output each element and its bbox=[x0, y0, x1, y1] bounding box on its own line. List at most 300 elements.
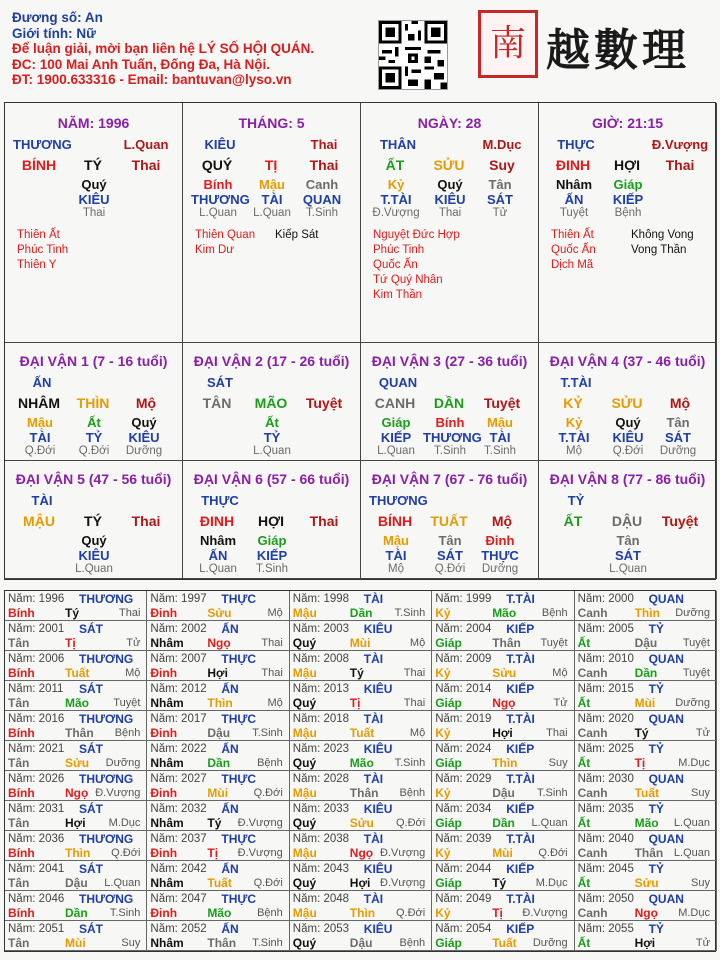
year-label: Năm: 2010 bbox=[577, 653, 634, 665]
earthly-branch: THÌN bbox=[76, 395, 110, 411]
pillar-cell bbox=[539, 103, 717, 343]
year-stem: Kỷ bbox=[435, 906, 451, 920]
year-ten-god: THỰC bbox=[221, 832, 257, 846]
year-stem: Đinh bbox=[150, 906, 178, 920]
ten-god-label: THỰC bbox=[201, 493, 239, 508]
spirit-star: Quốc Ấn bbox=[551, 244, 596, 256]
year-stage: Tử bbox=[553, 697, 568, 709]
year-branch: Tý bbox=[492, 876, 507, 890]
year-cell bbox=[290, 921, 432, 951]
ten-god-label: TỶ bbox=[567, 493, 585, 508]
year-stem: Mậu bbox=[292, 906, 317, 920]
year-branch: Thìn bbox=[634, 606, 660, 620]
growth-stage: Mộ bbox=[491, 513, 513, 529]
year-ten-god: TÀI bbox=[363, 712, 384, 726]
year-label: Năm: 2000 bbox=[577, 593, 634, 605]
year-label: Năm: 2011 bbox=[8, 683, 64, 695]
year-stage: T.Sinh bbox=[394, 607, 426, 619]
hidden-stem: Quý bbox=[131, 415, 157, 430]
spirit-star: Dịch Mã bbox=[551, 259, 594, 271]
pillar-title: NGÀY: 28 bbox=[417, 115, 482, 131]
year-stem: Tân bbox=[8, 636, 30, 650]
hidden-stem: Dưỡng bbox=[481, 563, 519, 575]
year-label: Năm: 1999 bbox=[435, 593, 492, 605]
year-cell bbox=[290, 711, 432, 741]
year-branch: Thân bbox=[65, 726, 94, 740]
hidden-stem: Kỷ bbox=[565, 415, 583, 430]
year-ten-god: T.TÀI bbox=[506, 772, 535, 786]
year-ten-god: QUAN bbox=[648, 592, 684, 606]
pillar-title: GIỜ: 21:15 bbox=[591, 115, 664, 131]
year-stem: Quý bbox=[292, 936, 317, 950]
year-cell bbox=[432, 741, 574, 771]
dai-van-title: ĐẠI VẬN 8 (77 - 86 tuổi) bbox=[549, 471, 706, 487]
year-stem: Bính bbox=[8, 666, 35, 680]
growth-stage: Thai bbox=[665, 157, 695, 173]
year-label: Năm: 2055 bbox=[577, 923, 634, 935]
year-cell bbox=[147, 861, 289, 891]
year-stage: Q.Đới bbox=[253, 787, 283, 799]
hidden-stem: Mậu bbox=[259, 177, 285, 192]
year-label: Năm: 2042 bbox=[150, 863, 207, 875]
hidden-stem: ẤN bbox=[564, 192, 584, 207]
hidden-stem: Kỷ bbox=[387, 177, 405, 192]
year-label: Năm: 2048 bbox=[292, 893, 350, 905]
year-branch: Mão bbox=[207, 906, 232, 920]
growth-stage: Thai bbox=[309, 157, 339, 173]
heavenly-stem: ẤT bbox=[563, 513, 583, 529]
year-branch: Hợi bbox=[634, 936, 656, 950]
year-cell bbox=[147, 651, 289, 681]
pillar-cell bbox=[183, 103, 361, 343]
year-label: Năm: 2027 bbox=[150, 773, 207, 785]
year-branch: Tuất bbox=[207, 876, 232, 890]
year-label: Năm: 2022 bbox=[150, 743, 207, 755]
year-ten-god: THƯƠNG bbox=[79, 832, 134, 846]
earthly-branch: HỢI bbox=[614, 157, 640, 173]
year-stem: Ất bbox=[577, 696, 591, 710]
year-ten-god: THƯƠNG bbox=[79, 592, 134, 606]
hidden-stem: SÁT bbox=[437, 548, 463, 563]
year-label: Năm: 2024 bbox=[435, 743, 492, 755]
year-stage: Đ.Vượng bbox=[95, 787, 141, 799]
earthly-branch: TUẤT bbox=[430, 513, 468, 529]
year-ten-god: THỰC bbox=[221, 652, 257, 666]
hidden-stem: SÁT bbox=[487, 192, 513, 207]
year-stem: Bính bbox=[8, 846, 35, 860]
hidden-stem: Dưỡng bbox=[659, 445, 697, 457]
year-ten-god: QUAN bbox=[648, 712, 684, 726]
hidden-stem: KIÊU bbox=[78, 192, 110, 207]
dai-van-cell bbox=[5, 343, 183, 461]
year-stem: Đinh bbox=[150, 846, 178, 860]
dai-van-title: ĐẠI VẬN 7 (67 - 76 tuổi) bbox=[371, 471, 528, 487]
year-branch: Tị bbox=[349, 696, 361, 710]
year-label: Năm: 2044 bbox=[435, 863, 492, 875]
year-branch: Tý bbox=[207, 816, 222, 830]
ten-god-label: TÀI bbox=[31, 493, 53, 508]
year-stage: Suy bbox=[548, 757, 568, 769]
year-stage: M.Dục bbox=[108, 817, 141, 829]
year-branch: Dần bbox=[492, 816, 515, 830]
year-cell bbox=[147, 681, 289, 711]
year-ten-god: TÀI bbox=[363, 892, 384, 906]
year-cell bbox=[432, 591, 574, 621]
year-branch: Ngọ bbox=[634, 906, 658, 920]
year-ten-god: SÁT bbox=[79, 682, 103, 696]
year-cell bbox=[290, 891, 432, 921]
year-stage: M.Dục bbox=[678, 757, 710, 769]
year-stem: Mậu bbox=[292, 786, 317, 800]
year-label: Năm: 2046 bbox=[8, 893, 65, 905]
pillar-cell bbox=[5, 103, 183, 343]
ten-god-label: THƯƠNG bbox=[369, 493, 428, 508]
year-stem: Ất bbox=[577, 756, 591, 770]
year-stage: Tuyệt bbox=[682, 637, 710, 649]
year-cell bbox=[147, 891, 289, 921]
year-stem: Mậu bbox=[292, 606, 317, 620]
year-ten-god: THƯƠNG bbox=[79, 772, 134, 786]
year-label: Năm: 2034 bbox=[435, 803, 492, 815]
growth-stage: Đ.Vượng bbox=[651, 137, 709, 152]
year-ten-god: SÁT bbox=[79, 922, 103, 936]
year-stage: L.Quan bbox=[104, 877, 141, 889]
heavenly-stem: ẤT bbox=[385, 157, 405, 173]
heavenly-stem: QUÝ bbox=[201, 157, 233, 173]
hidden-stem: Tân bbox=[438, 533, 462, 548]
year-label: Năm: 2004 bbox=[435, 623, 492, 635]
year-stem: Quý bbox=[292, 756, 317, 770]
year-stem: Canh bbox=[577, 606, 608, 620]
year-stem: Tân bbox=[8, 696, 30, 710]
year-stage: T.Sinh bbox=[252, 727, 283, 739]
year-ten-god: SÁT bbox=[79, 862, 103, 876]
heavenly-stem: CANH bbox=[374, 395, 416, 411]
spirit-star: Nguyệt Đức Hợp bbox=[373, 229, 460, 241]
year-stem: Bính bbox=[8, 786, 35, 800]
hidden-stem: Quý bbox=[81, 533, 107, 548]
year-cell bbox=[5, 741, 147, 771]
phone-email-line: ĐT: 1900.633316 - Email: bantuvan@lyso.vn bbox=[12, 72, 292, 87]
subject-gender: Giới tính: Nữ bbox=[12, 25, 96, 41]
year-ten-god: THƯƠNG bbox=[79, 712, 134, 726]
year-ten-god: QUAN bbox=[648, 832, 684, 846]
year-stem: Kỷ bbox=[435, 666, 451, 680]
hidden-stem: Quý bbox=[615, 415, 641, 430]
year-stage: Suy bbox=[691, 877, 710, 889]
dai-van-title: ĐẠI VẬN 4 (37 - 46 tuổi) bbox=[549, 353, 706, 369]
earthly-branch: TÝ bbox=[84, 513, 102, 529]
spirit-star: Phúc Tinh bbox=[17, 244, 69, 256]
year-branch: Dần bbox=[207, 756, 231, 770]
hidden-stem: Mậu bbox=[487, 415, 513, 430]
hidden-stem: Đ.Vượng bbox=[372, 207, 420, 219]
year-branch: Mão bbox=[492, 606, 517, 620]
hidden-stem: Tử bbox=[492, 207, 508, 219]
hidden-stem: ẤN bbox=[208, 548, 228, 563]
hidden-stem: Giáp bbox=[257, 533, 287, 548]
dai-van-cell bbox=[183, 343, 361, 461]
year-cell bbox=[147, 921, 289, 951]
growth-stage: Tuyệt bbox=[305, 395, 343, 411]
year-label: Năm: 1998 bbox=[292, 593, 350, 605]
year-stage: Đ.Vượng bbox=[522, 907, 568, 919]
earthly-branch: TÝ bbox=[84, 157, 102, 173]
year-ten-god: THƯƠNG bbox=[79, 892, 134, 906]
growth-stage: Mộ bbox=[669, 395, 691, 411]
hidden-stem: Giáp bbox=[613, 177, 643, 192]
hidden-stem: TÀI bbox=[385, 548, 407, 563]
year-stage: Thai bbox=[546, 727, 568, 739]
year-ten-god: QUAN bbox=[648, 652, 684, 666]
year-label: Năm: 1997 bbox=[150, 593, 207, 605]
hidden-stem: SÁT bbox=[665, 430, 691, 445]
hidden-stem: L.Quan bbox=[199, 563, 237, 575]
year-label: Năm: 2036 bbox=[8, 833, 65, 845]
red-seal-stamp: 南 bbox=[478, 10, 538, 78]
year-stem: Tân bbox=[8, 816, 30, 830]
year-cell bbox=[5, 681, 147, 711]
year-label: Năm: 2002 bbox=[150, 623, 207, 635]
year-stage: Mộ bbox=[267, 697, 283, 709]
year-stage: Bệnh bbox=[399, 937, 426, 949]
year-label: Năm: 2006 bbox=[8, 653, 65, 665]
year-branch: Dậu bbox=[634, 636, 658, 650]
year-cell bbox=[290, 771, 432, 801]
heavenly-stem: NHÂM bbox=[18, 395, 60, 411]
spirit-star: Thiên Quan bbox=[195, 229, 256, 241]
year-cell bbox=[575, 741, 717, 771]
spirit-star: Kiếp Sát bbox=[275, 229, 319, 241]
year-stem: Bính bbox=[8, 726, 35, 740]
year-cell bbox=[575, 801, 717, 831]
year-ten-god: TÀI bbox=[363, 652, 384, 666]
year-label: Năm: 2008 bbox=[292, 653, 350, 665]
year-cell bbox=[290, 621, 432, 651]
ten-god-label: T.TÀI bbox=[560, 375, 592, 390]
year-branch: Tý bbox=[634, 726, 649, 740]
hidden-stem: KIẾP bbox=[380, 430, 412, 445]
year-branch: Tị bbox=[492, 906, 503, 920]
year-label: Năm: 2043 bbox=[292, 863, 350, 875]
qr-code-icon[interactable] bbox=[378, 20, 448, 90]
year-stem: Nhâm bbox=[150, 636, 184, 650]
hidden-stem: Ất bbox=[265, 415, 279, 430]
year-stem: Giáp bbox=[435, 756, 462, 770]
hidden-stem: TÀI bbox=[29, 430, 51, 445]
hidden-stem: KIÊU bbox=[612, 430, 644, 445]
year-label: Năm: 2038 bbox=[292, 833, 350, 845]
ten-god-label: ẤN bbox=[32, 375, 52, 390]
year-branch: Dậu bbox=[492, 786, 515, 800]
year-stem: Giáp bbox=[435, 936, 462, 950]
hidden-stem: THƯƠNG bbox=[191, 192, 250, 207]
year-stage: Tuyệt bbox=[540, 637, 568, 649]
year-stage: Suy bbox=[691, 787, 710, 799]
year-cell bbox=[5, 831, 147, 861]
year-stem: Ất bbox=[577, 876, 591, 890]
hidden-stem: Bính bbox=[203, 177, 233, 192]
year-stem: Mậu bbox=[292, 726, 317, 740]
year-stem: Canh bbox=[577, 726, 608, 740]
hidden-stem: Q.Đới bbox=[434, 563, 466, 575]
year-branch: Dậu bbox=[349, 936, 373, 950]
hidden-stem: THƯƠNG bbox=[423, 430, 482, 445]
hidden-stem: Bính bbox=[435, 415, 465, 430]
year-branch: Mùi bbox=[492, 846, 513, 860]
year-ten-god: THỰC bbox=[221, 892, 257, 906]
year-label: Năm: 2047 bbox=[150, 893, 207, 905]
spirit-star: Thiên Y bbox=[17, 259, 57, 271]
year-label: Năm: 2020 bbox=[577, 713, 634, 725]
chart-header bbox=[12, 10, 372, 88]
year-ten-god: T.TÀI bbox=[506, 592, 535, 606]
spirit-star: Vong Thần bbox=[631, 244, 687, 256]
year-ten-god: KIẾP bbox=[506, 862, 535, 876]
year-branch: Mão bbox=[65, 696, 89, 710]
hidden-stem: SÁT bbox=[615, 548, 641, 563]
year-branch: Thân bbox=[207, 936, 237, 950]
year-stage: Tử bbox=[126, 637, 141, 649]
year-cell bbox=[432, 681, 574, 711]
year-stem: Giáp bbox=[435, 876, 462, 890]
year-branch: Tý bbox=[65, 606, 80, 620]
growth-stage: Thai bbox=[309, 513, 339, 529]
year-branch: Thìn bbox=[207, 696, 233, 710]
pillar-title: NĂM: 1996 bbox=[57, 115, 130, 131]
year-branch: Sửu bbox=[634, 876, 659, 890]
year-branch: Ngọ bbox=[207, 636, 231, 650]
year-stage: Đ.Vượng bbox=[380, 877, 426, 889]
year-stem: Kỷ bbox=[435, 786, 451, 800]
year-label: Năm: 2053 bbox=[292, 923, 350, 935]
year-branch: Mùi bbox=[207, 786, 229, 800]
year-branch: Sửu bbox=[65, 756, 90, 770]
year-stem: Canh bbox=[577, 846, 608, 860]
year-stem: Quý bbox=[292, 636, 317, 650]
earthly-branch: DẬU bbox=[611, 513, 643, 529]
year-ten-god: TÀI bbox=[363, 772, 384, 786]
year-stage: Thai bbox=[403, 667, 426, 679]
year-branch: Mùi bbox=[349, 636, 371, 650]
hidden-stem: Thai bbox=[82, 207, 106, 219]
year-ten-god: KIÊU bbox=[363, 622, 393, 636]
year-branch: Thìn bbox=[349, 906, 376, 920]
dai-van-title: ĐẠI VẬN 2 (17 - 26 tuổi) bbox=[193, 353, 350, 369]
year-label: Năm: 2023 bbox=[292, 743, 350, 755]
hidden-stem: L.Quan bbox=[75, 563, 113, 575]
year-cell bbox=[290, 591, 432, 621]
hidden-stem: KIẾP bbox=[612, 192, 644, 207]
year-label: Năm: 2054 bbox=[435, 923, 492, 935]
year-branch: Tuất bbox=[349, 726, 375, 740]
year-stage: Mộ bbox=[409, 727, 426, 739]
year-cell bbox=[432, 651, 574, 681]
year-cell bbox=[575, 861, 717, 891]
year-ten-god: THƯƠNG bbox=[79, 652, 134, 666]
year-cell bbox=[290, 651, 432, 681]
year-branch: Thìn bbox=[65, 846, 91, 860]
year-cell bbox=[5, 861, 147, 891]
year-branch: Hợi bbox=[207, 666, 228, 680]
year-ten-god: ẤN bbox=[221, 802, 239, 816]
hidden-stem: L.Quan bbox=[377, 445, 415, 457]
growth-stage: Thai bbox=[310, 137, 338, 152]
annual-luck-table bbox=[4, 590, 716, 952]
year-branch: Thân bbox=[492, 636, 521, 650]
spirit-star: Không Vong bbox=[631, 229, 694, 241]
hidden-stem: KIÊU bbox=[128, 430, 160, 445]
year-branch: Tuất bbox=[65, 666, 90, 680]
hidden-stem: Q.Đới bbox=[78, 445, 110, 457]
year-branch: Dần bbox=[634, 666, 658, 680]
brand-logo bbox=[478, 10, 714, 78]
year-cell bbox=[147, 621, 289, 651]
year-branch: Ngọ bbox=[65, 786, 89, 800]
year-stage: Bệnh bbox=[114, 727, 141, 739]
hidden-stem: Tân bbox=[488, 177, 512, 192]
hidden-stem: Tân bbox=[616, 533, 640, 548]
year-branch: Tý bbox=[349, 666, 364, 680]
year-stem: Ất bbox=[577, 816, 591, 830]
year-label: Năm: 2026 bbox=[8, 773, 65, 785]
year-ten-god: TỶ bbox=[648, 742, 664, 756]
year-branch: Sửu bbox=[492, 666, 517, 680]
hidden-stem: Q.Đới bbox=[24, 445, 56, 457]
year-stage: Q.Đới bbox=[538, 847, 568, 859]
pillar-title: THÁNG: 5 bbox=[238, 115, 305, 131]
year-label: Năm: 2052 bbox=[150, 923, 207, 935]
year-stem: Nhâm bbox=[150, 756, 184, 770]
growth-stage: Thai bbox=[131, 157, 161, 173]
year-stem: Kỷ bbox=[435, 846, 451, 860]
year-stage: M.Dục bbox=[535, 877, 568, 889]
year-stage: Thai bbox=[118, 607, 141, 619]
year-cell bbox=[432, 771, 574, 801]
year-stem: Tân bbox=[8, 756, 30, 770]
earthly-branch: HỢI bbox=[258, 513, 284, 529]
year-ten-god: TỶ bbox=[648, 862, 664, 876]
year-label: Năm: 2035 bbox=[577, 803, 634, 815]
hidden-stem: Mộ bbox=[566, 445, 582, 457]
subject-name: Đương số: An bbox=[12, 10, 103, 25]
earthly-branch: MÃO bbox=[254, 395, 288, 411]
year-cell bbox=[575, 921, 717, 951]
hidden-stem: T.Sinh bbox=[256, 563, 288, 575]
year-cell bbox=[432, 831, 574, 861]
hidden-stem: Canh bbox=[305, 177, 339, 192]
year-label: Năm: 2031 bbox=[8, 803, 65, 815]
growth-stage: Mộ bbox=[135, 395, 157, 411]
spirit-star: Quốc Ấn bbox=[373, 259, 418, 271]
heavenly-stem: ĐINH bbox=[555, 157, 591, 173]
year-stage: Mộ bbox=[125, 667, 141, 679]
dai-van-title: ĐẠI VẬN 1 (7 - 16 tuổi) bbox=[19, 353, 168, 369]
hidden-stem: L.Quan bbox=[199, 207, 237, 219]
year-cell bbox=[432, 861, 574, 891]
heavenly-stem: MẬU bbox=[23, 513, 55, 529]
year-label: Năm: 2041 bbox=[8, 863, 65, 875]
year-cell bbox=[575, 681, 717, 711]
dai-van-title: ĐẠI VẬN 5 (47 - 56 tuổi) bbox=[15, 471, 172, 487]
year-label: Năm: 2016 bbox=[8, 713, 65, 725]
hidden-stem: T.TÀI bbox=[380, 192, 412, 207]
year-branch: Hợi bbox=[65, 816, 86, 830]
year-cell bbox=[575, 771, 717, 801]
earthly-branch: TỊ bbox=[264, 157, 278, 173]
hidden-stem: Mộ bbox=[388, 563, 404, 575]
year-label: Năm: 2001 bbox=[8, 623, 65, 635]
